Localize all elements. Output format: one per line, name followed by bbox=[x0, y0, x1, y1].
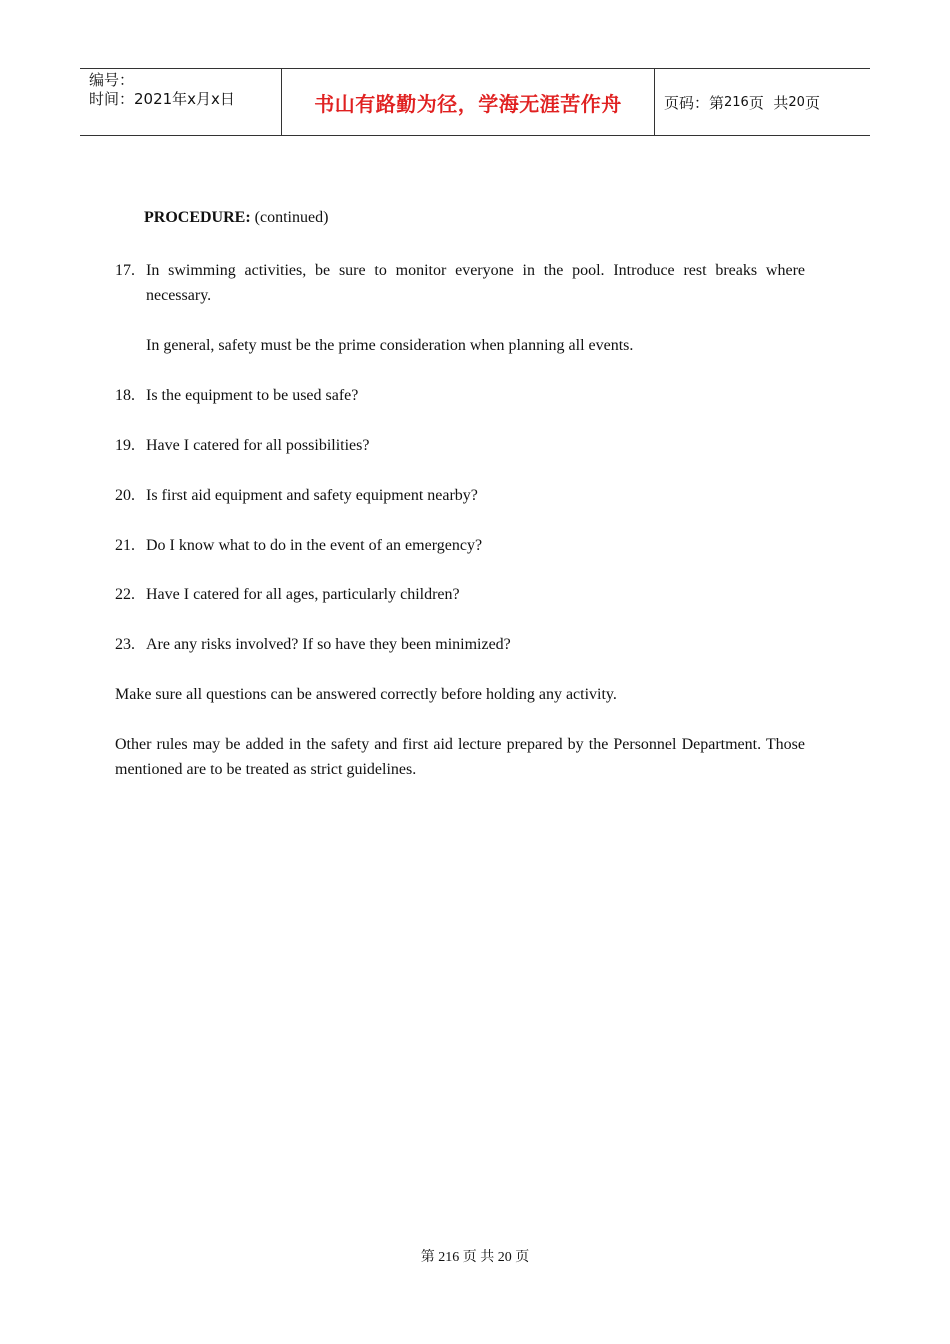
page-footer bbox=[0, 1246, 950, 1266]
list-item bbox=[115, 383, 805, 408]
number-label: 编号： bbox=[89, 71, 135, 89]
footer-current: 216 bbox=[438, 1250, 460, 1265]
list-item bbox=[115, 533, 805, 558]
page-current: 216 bbox=[724, 94, 749, 110]
list-item bbox=[115, 258, 805, 308]
item-number: 18. bbox=[115, 387, 135, 404]
list-item bbox=[115, 433, 805, 458]
item-text: Do I know what to do in the event of an emergency? bbox=[146, 537, 483, 554]
header-page-info bbox=[655, 69, 870, 135]
header-motto-cell bbox=[281, 69, 655, 135]
item-number: 22. bbox=[115, 586, 135, 603]
item-text: Have I catered for all possibilities? bbox=[146, 437, 370, 454]
footer-prefix: 第 bbox=[420, 1250, 435, 1265]
section-heading bbox=[144, 209, 328, 227]
closing-paragraph: Make sure all questions can be answered correctly before holding any activity. bbox=[115, 686, 617, 703]
item-text: Have I catered for all ages, particularly children? bbox=[146, 586, 460, 603]
item-number: 19. bbox=[115, 437, 135, 454]
list-item bbox=[115, 632, 805, 657]
item-text: In swimming activities, be sure to monitor everyone in the pool. Introduce rest breaks where necessary. bbox=[146, 262, 805, 304]
page-prefix: 页码：第 bbox=[664, 93, 725, 112]
item-number: 20. bbox=[115, 487, 135, 504]
footer-total: 20 bbox=[497, 1250, 512, 1265]
list-item bbox=[115, 582, 805, 607]
item-note: In general, safety must be the prime consideration when planning all events. bbox=[146, 337, 634, 354]
footer-suffix: 页 bbox=[515, 1250, 530, 1265]
page-header bbox=[80, 68, 870, 136]
item-number: 21. bbox=[115, 537, 135, 554]
time-label: 时间：2021年x月x日 bbox=[89, 90, 235, 108]
list-item bbox=[115, 483, 805, 508]
item-text: Are any risks involved? If so have they been minimized? bbox=[146, 636, 511, 653]
motto: 书山有路勤为径，学海无涯苦作舟 bbox=[314, 91, 622, 116]
item-text: Is first aid equipment and safety equipment nearby? bbox=[146, 487, 478, 504]
heading-bold: PROCEDURE: bbox=[144, 209, 251, 226]
page-total: 20 bbox=[788, 94, 805, 110]
item-number: 23. bbox=[115, 636, 135, 653]
heading-rest: (continued) bbox=[250, 209, 329, 226]
header-meta bbox=[80, 69, 281, 135]
closing-paragraph: Other rules may be added in the safety and first aid lecture prepared by the Personnel Department. Those mentioned are to be treated as strict guidelines. bbox=[115, 736, 805, 778]
item-text: Is the equipment to be used safe? bbox=[146, 387, 359, 404]
page-mid: 页 共 bbox=[748, 93, 789, 112]
page-suffix: 页 bbox=[804, 93, 820, 112]
footer-mid: 页 共 bbox=[462, 1250, 495, 1265]
item-number: 17. bbox=[115, 262, 135, 279]
